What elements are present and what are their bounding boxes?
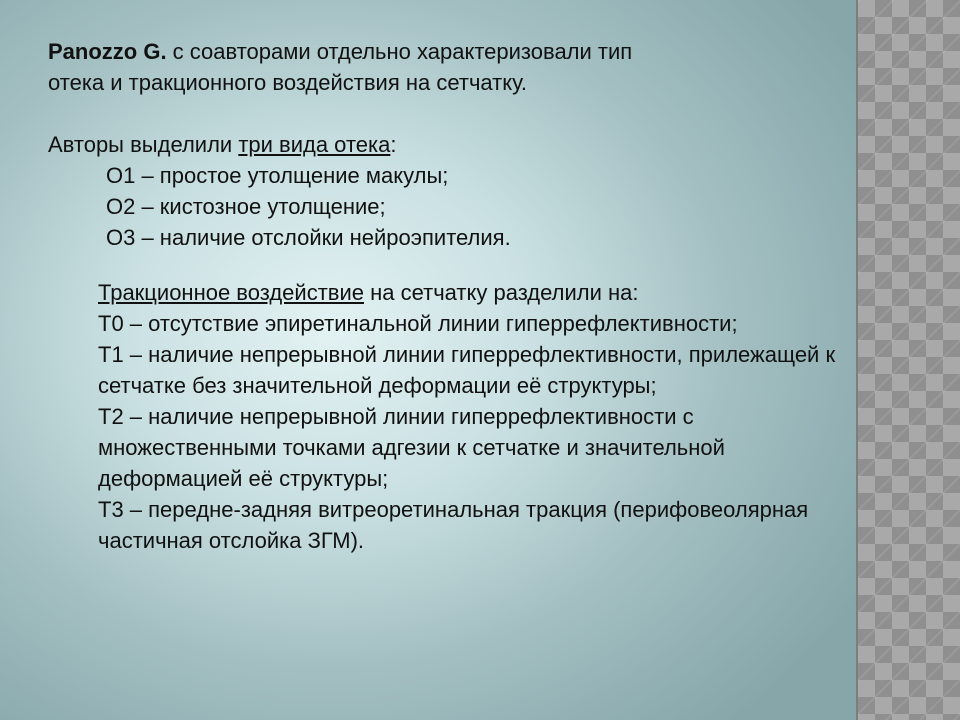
traction-lead [48,277,858,308]
edema-lead [48,129,848,160]
traction-item: Т0 – отсутствие эпиретинальной линии гиперрефлективности; [98,311,738,336]
traction-item: Т2 – наличие непрерывной линии гиперрефлективности с множественными точками адгезии к сетчатке и значительной деформацией её структуры; [98,404,725,491]
edema-item: О1 – простое утолщение макулы; [106,163,449,188]
traction-item: Т1 – наличие непрерывной линии гиперрефлективности, прилежащей к сетчатке без значительной деформации её структуры; [98,342,836,398]
edema-item: О2 – кистозное утолщение; [106,194,386,219]
traction-lead-underlined: Тракционное воздействие [98,280,364,305]
decorative-pattern-strip [856,0,960,720]
traction-lead-suffix: на сетчатку разделили на: [364,280,639,305]
edema-lead-prefix: Авторы выделили [48,132,239,157]
traction-item: Т3 – передне-задняя витреоретинальная тракция (перифовеолярная частичная отслойка ЗГМ). [98,497,809,553]
intro-paragraph [48,36,848,98]
edema-lead-suffix: : [390,132,397,157]
edema-lead-underlined: три вида отека [238,132,391,157]
edema-item: О3 – наличие отслойки нейроэпителия. [106,225,511,250]
author-name: Panozzo G. [48,39,167,64]
spacer [48,253,848,277]
slide-content [48,36,848,556]
intro-text: с соавторами отдельно характеризовали тип [166,39,633,64]
spacer [48,98,848,129]
intro-line-2: отека и тракционного воздействия на сетчатку. [48,70,528,95]
